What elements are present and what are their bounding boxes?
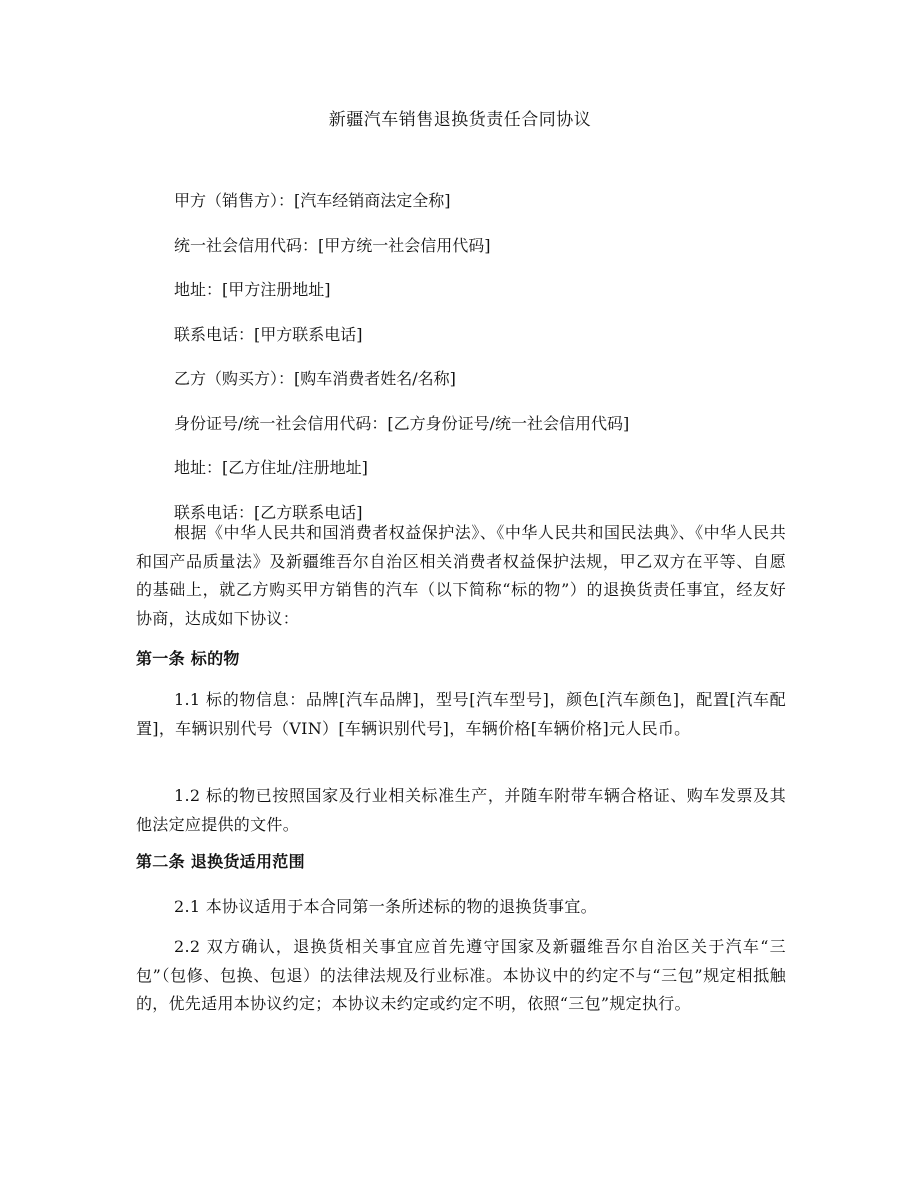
party-b-address: 地址：[乙方住址/注册地址] (174, 458, 368, 477)
article-1-heading-block (136, 645, 786, 673)
article-1-heading: 第一条 标的物 (136, 649, 240, 668)
preamble-block (136, 519, 786, 633)
party-a-credit-code: 统一社会信用代码：[甲方统一社会信用代码] (174, 235, 491, 255)
party-a-phone: 联系电话：[甲方联系电话] (174, 324, 363, 344)
party-b-name: 乙方（购买方）：[购车消费者姓名/名称] (174, 369, 456, 388)
article-1-1-block (136, 686, 786, 743)
article-2-1-paragraph: 2.1 本协议适用于本合同第一条所述标的物的退换货事宜。 (174, 897, 597, 916)
party-info-block (0, 186, 920, 542)
article-1-2-paragraph: 1.2 标的物已按照国家及行业相关标准生产，并随车附带车辆合格证、购车发票及其他法定应提供的文件。 (136, 786, 786, 834)
preamble-paragraph: 根据《中华人民共和国消费者权益保护法》、《中华人民共和国民法典》、《中华人民共和国产品质量法》及新疆维吾尔自治区相关消费者权益保护法规，甲乙双方在平等、自愿的基础上，就乙方购买甲方销售的汽车（以下简称“标的物”）的退换货责任事宜，经友好协商，达成如下协议： (136, 523, 786, 628)
party-b-id-number: 身份证号/统一社会信用代码：[乙方身份证号/统一社会信用代码] (174, 413, 630, 433)
document-title: 新疆汽车销售退换货责任合同协议 (328, 110, 592, 130)
party-a-name: 甲方（销售方）：[汽车经销商法定全称] (174, 191, 451, 210)
article-1-1-paragraph: 1.1 标的物信息：品牌[汽车品牌]，型号[汽车型号]，颜色[汽车颜色]，配置[汽车配置]，车辆识别代号（VIN）[车辆识别代号]，车辆价格[车辆价格]元人民币。 (136, 690, 786, 738)
article-2-heading-block (136, 848, 786, 876)
article-1-2-block (136, 782, 786, 839)
article-2-2-paragraph: 2.2 双方确认，退换货相关事宜应首先遵守国家及新疆维吾尔自治区关于汽车“三包”（包修、包换、包退）的法律法规及行业标准。本协议中的约定不与“三包”规定相抵触的，优先适用本协议约定；本协议未约定或约定不明，依照“三包”规定执行。 (136, 937, 786, 1013)
article-2-1-block (136, 893, 786, 922)
party-b-phone: 联系电话：[乙方联系电话] (174, 502, 363, 522)
party-a-address: 地址：[甲方注册地址] (174, 280, 331, 299)
article-2-heading: 第二条 退换货适用范围 (136, 852, 305, 871)
article-2-2-block (136, 933, 786, 1019)
